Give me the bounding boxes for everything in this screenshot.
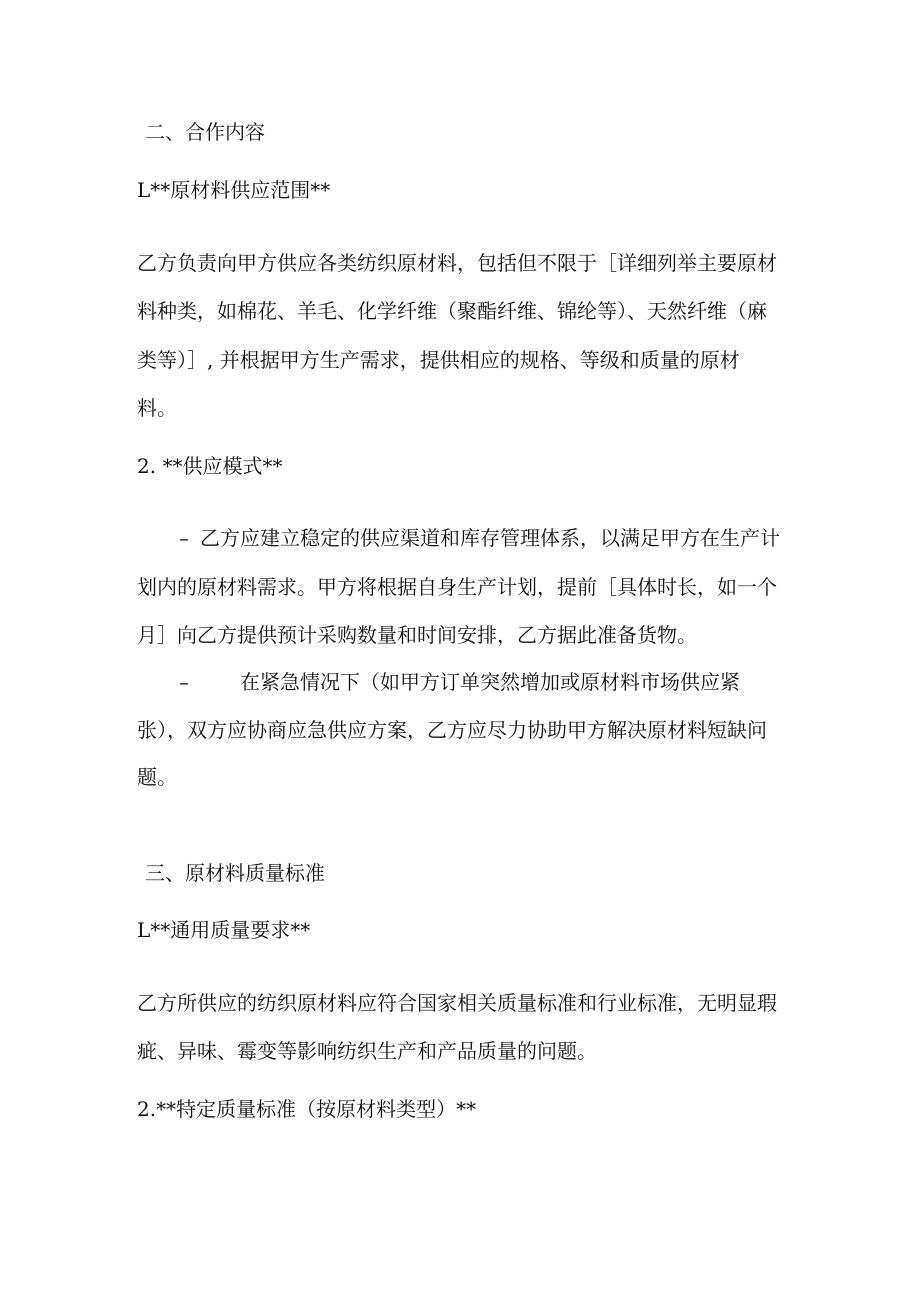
supply-scope-line-3: 类等）］, 并根据甲方生产需求，提供相应的规格、等级和质量的原材 [137, 348, 740, 372]
general-quality-line-1: 乙方所供应的纺织原材料应符合国家相关质量标准和行业标准，无明显瑕 [137, 991, 777, 1015]
supply-mode-bullet-1-line-3: 月］向乙方提供预计采购数量和时间安排，乙方据此准备货物。 [137, 623, 697, 647]
supply-mode-title: 2. **供应模式** [137, 454, 283, 478]
bullet-dash: – [179, 670, 189, 694]
specific-quality-title: 2.**特定质量标准（按原材料类型）** [137, 1097, 477, 1121]
supply-scope-line-2: 料种类，如棉花、羊毛、化学纤维（聚酯纤维、锦纶等）、天然纤维（麻 [137, 299, 767, 323]
bullet-dash: – [179, 526, 189, 550]
general-quality-line-2: 疵、异味、霉变等影响纺织生产和产品质量的问题。 [137, 1039, 597, 1063]
supply-scope-title: L**原材料供应范围** [137, 178, 331, 202]
supply-mode-bullet-2-line-1: 在紧急情况下（如甲方订单突然增加或原材料市场供应紧 [240, 670, 740, 694]
supply-mode-bullet-1-line-2: 划内的原材料需求。甲方将根据自身生产计划，提前［具体时长，如一个 [137, 575, 777, 599]
general-quality-title: L**通用质量要求** [137, 918, 311, 942]
supply-mode-bullet-2-line-2: 张），双方应协商应急供应方案，乙方应尽力协助甲方解决原材料短缺问 [137, 718, 767, 742]
section-2-heading: 二、合作内容 [145, 120, 265, 144]
supply-scope-line-4: 料。 [137, 396, 177, 420]
supply-mode-bullet-2-line-3: 题。 [137, 765, 177, 789]
section-3-heading: 三、原材料质量标准 [145, 861, 325, 885]
supply-scope-line-1: 乙方负责向甲方供应各类纺织原材料，包括但不限于［详细列举主要原材 [137, 251, 777, 275]
supply-mode-bullet-1-line-1: 乙方应建立稳定的供应渠道和库存管理体系，以满足甲方在生产计 [200, 526, 780, 550]
